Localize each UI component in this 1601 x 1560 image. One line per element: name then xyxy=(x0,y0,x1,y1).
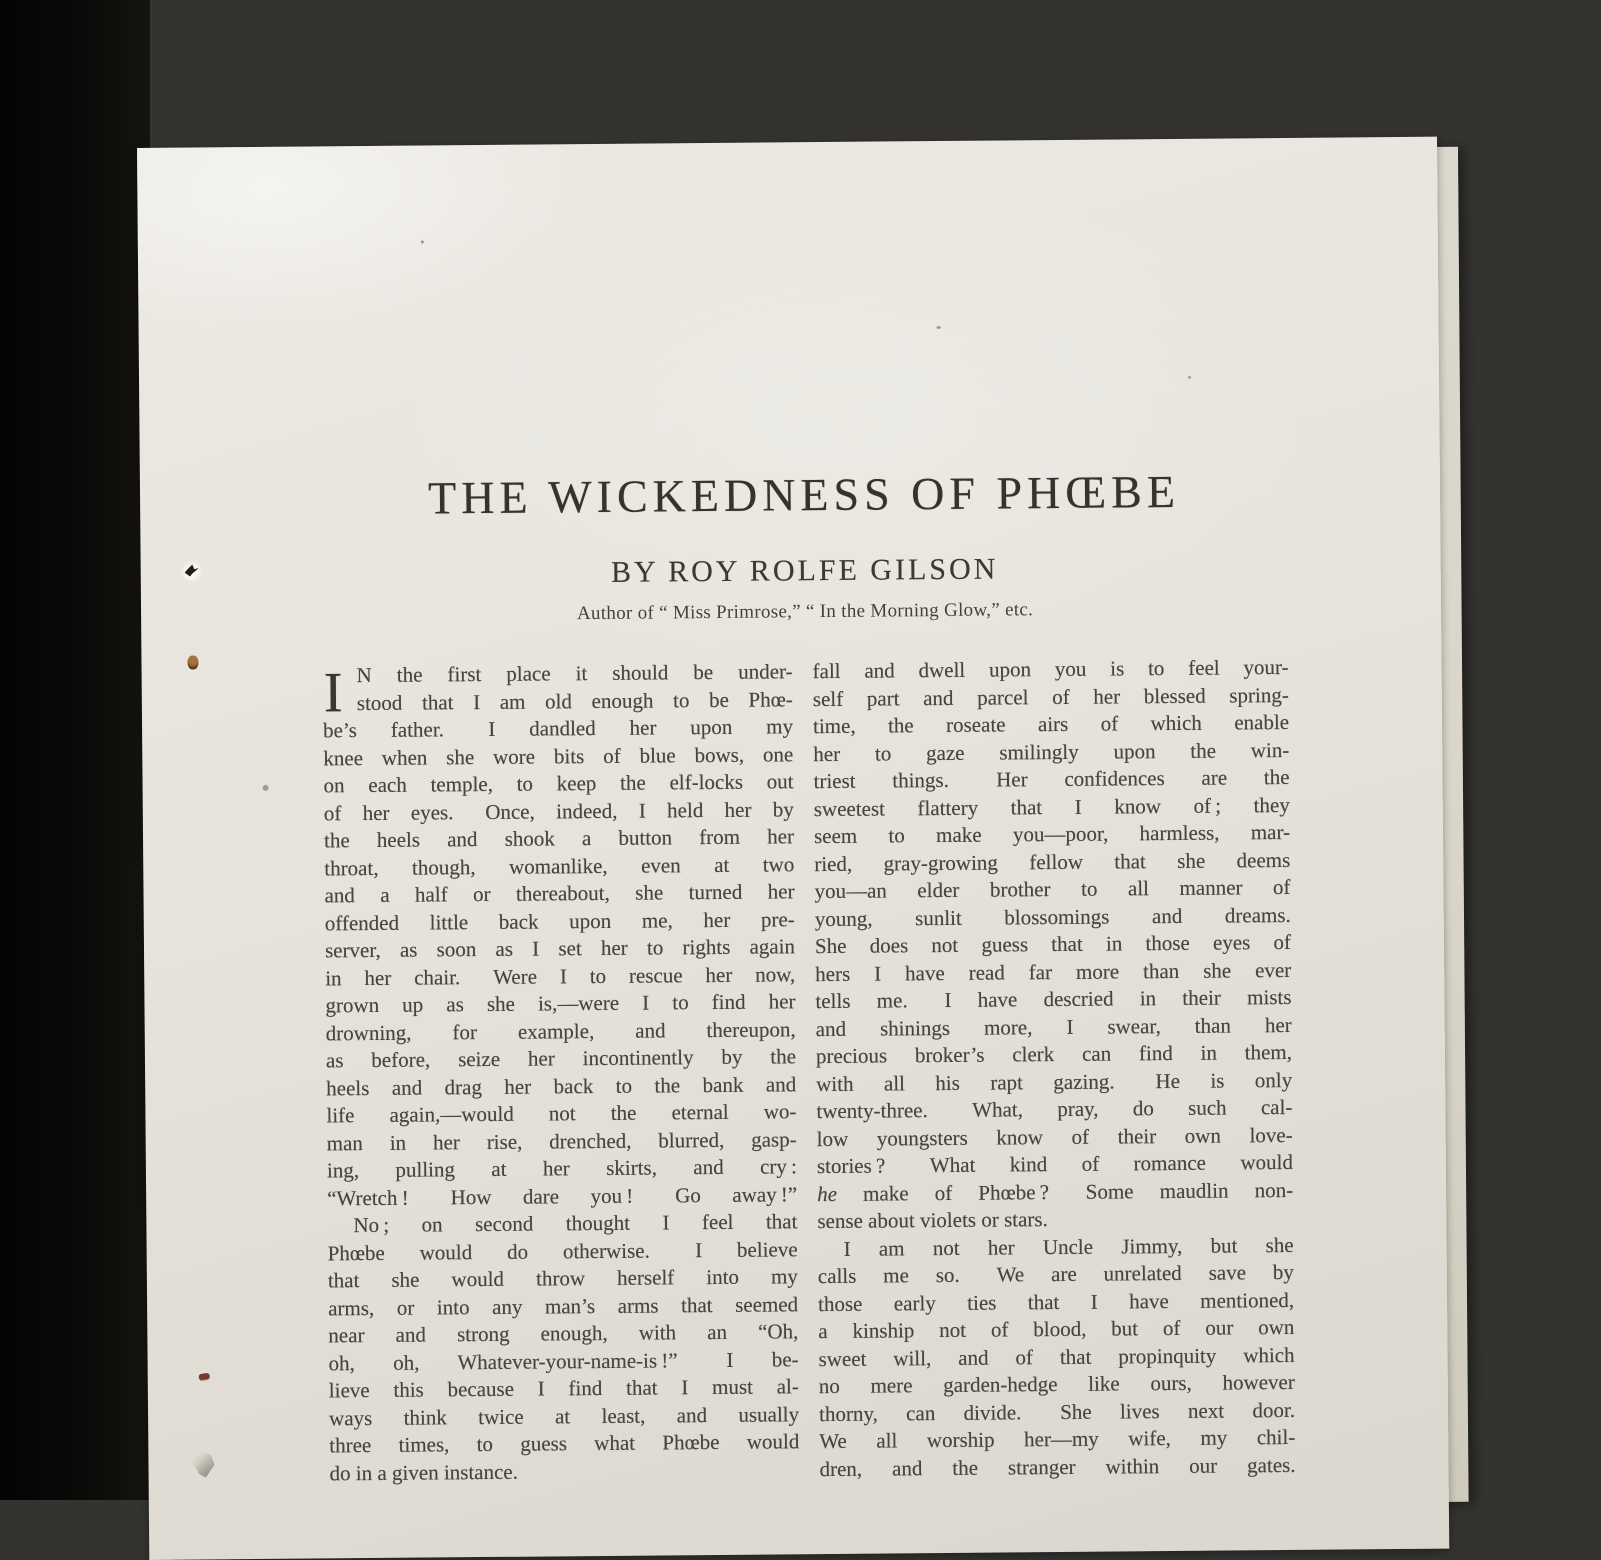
text-line: server, as soon as I set her to rights again xyxy=(324,934,796,963)
text-line: no mere garden-hedge like ours, however xyxy=(818,1369,1295,1399)
text-line: ing, pulling at her skirts, and cry : xyxy=(326,1154,798,1183)
text-line: triest things. Her confidences are the xyxy=(813,764,1290,794)
paper-speck xyxy=(263,785,269,791)
article-title: THE WICKEDNESS OF PHŒBE xyxy=(427,465,1181,524)
text-line: self part and parcel of her blessed spring- xyxy=(812,682,1289,711)
text-line: be’s father. I dandled her upon my xyxy=(322,714,794,743)
text-line: We all worship her—my wife, my chil- xyxy=(819,1424,1296,1454)
text-line: her to gaze smilingly upon the win- xyxy=(813,737,1290,766)
text-line: low youngsters know of their own love- xyxy=(816,1122,1293,1151)
text-line: life again,—would not the eternal wo- xyxy=(326,1099,797,1128)
text-line: as before, seize her incontinently by the xyxy=(325,1044,797,1073)
text-line: seem to make you—poor, harmless, mar- xyxy=(813,819,1291,849)
text-line: ried, gray-growing fellow that she deems xyxy=(814,847,1291,876)
text-line: and shinings more, I swear, than her xyxy=(815,1012,1292,1041)
text-line: No ; on second thought I feel that xyxy=(353,1209,798,1238)
text-line: hers I have read far more than she ever xyxy=(815,957,1292,986)
text-line: with all his rapt gazing. He is only xyxy=(816,1067,1293,1096)
text-line: heels and drag her back to the bank and xyxy=(326,1071,797,1100)
text-line: I am not her Uncle Jimmy, but she xyxy=(843,1232,1294,1261)
ink-smudge-mark xyxy=(198,1373,210,1381)
text-line: precious broker’s clerk can find in them, xyxy=(815,1039,1293,1069)
text-line: arms, or into any man’s arms that seemed xyxy=(328,1291,799,1320)
text-line: he make of Phœbe ? Some maudlin non- xyxy=(817,1177,1294,1206)
text-line: dren, and the stranger within our gates. xyxy=(819,1452,1296,1481)
text-line: stood that I am old enough to be Phœ- xyxy=(356,686,793,715)
text-line: a kinship not of blood, but of our own xyxy=(818,1314,1295,1344)
text-column-right xyxy=(812,654,1295,1483)
text-line: stories ? What kind of romance would xyxy=(816,1149,1293,1179)
drop-cap: I xyxy=(323,661,344,725)
text-line: lieve this because I find that I must al- xyxy=(328,1374,799,1403)
text-line: in her chair. Were I to rescue her now, xyxy=(325,961,796,990)
text-line: of her eyes. Once, indeed, I held her by xyxy=(323,796,794,825)
text-line: the heels and shook a button from her xyxy=(323,824,795,853)
text-line: three times, to guess what Phœbe would xyxy=(329,1429,800,1458)
text-line: calls me so. We are unrelated save by xyxy=(817,1259,1294,1289)
text-line: on each temple, to keep the elf-locks out xyxy=(323,769,794,798)
article-byline: BY ROY ROLFE GILSON xyxy=(610,552,999,589)
crumple-mark xyxy=(192,1449,214,1477)
scan-gutter-shadow xyxy=(0,0,150,1500)
text-line: young, sunlit blossomings and dreams. xyxy=(814,902,1291,931)
text-line: you—an elder brother to all manner of xyxy=(814,874,1291,904)
text-line: near and strong enough, with an “Oh, xyxy=(328,1319,799,1348)
text-line: oh, oh, Whatever-your-name-is !” I be- xyxy=(328,1346,799,1375)
text-line: offended little back upon me, her pre- xyxy=(324,906,795,935)
text-line: that she would throw herself into my xyxy=(327,1264,798,1293)
text-line: Phœbe would do otherwise. I believe xyxy=(327,1236,798,1265)
paper-speck xyxy=(1188,376,1191,379)
text-line: do in a given instance. xyxy=(329,1459,519,1485)
article-body xyxy=(322,654,1295,1487)
text-line: sense about violets or stars. xyxy=(817,1207,1048,1234)
punch-hole-mark xyxy=(187,655,198,669)
text-line: tells me. I have descried in their mists xyxy=(815,984,1292,1014)
text-line: thorny, can divide. She lives next door. xyxy=(818,1397,1296,1426)
text-line: man in her rise, drenched, blurred, gasp- xyxy=(326,1126,797,1155)
text-line: N the first place it should be under- xyxy=(356,659,793,688)
text-line: drowning, for example, and thereupon, xyxy=(325,1016,796,1045)
text-line: grown up as she is,—were I to find her xyxy=(325,989,796,1018)
text-line: time, the roseate airs of which enable xyxy=(812,709,1290,739)
paper-speck xyxy=(937,326,941,329)
text-line: ways think twice at least, and usually xyxy=(328,1401,800,1430)
staple-tear-mark xyxy=(181,559,203,581)
text-line: “Wretch ! How dare you ! Go away !” xyxy=(327,1181,798,1210)
text-line: sweet will, and of that propinquity which xyxy=(818,1342,1295,1371)
text-line: those early ties that I have mentioned, xyxy=(818,1287,1295,1316)
text-line: and a half or thereabout, she turned her xyxy=(324,879,795,908)
staple-tear-ink xyxy=(185,564,199,576)
text-line: fall and dwell upon you is to feel your- xyxy=(812,654,1289,684)
text-line: throat, though, womanlike, even at two xyxy=(324,851,795,880)
text-line: twenty-three. What, pray, do such cal- xyxy=(816,1094,1293,1124)
magazine-page xyxy=(137,137,1449,1560)
text-line: knee when she wore bits of blue bows, one xyxy=(323,741,794,770)
text-line: She does not guess that in those eyes of xyxy=(814,929,1292,959)
text-column-left xyxy=(322,658,799,1487)
paper-speck xyxy=(421,241,424,244)
article-author-note: Author of “ Miss Primrose,” “ In the Morning Glow,” etc. xyxy=(576,599,1034,625)
text-line: sweetest flattery that I know of ; they xyxy=(813,792,1290,821)
